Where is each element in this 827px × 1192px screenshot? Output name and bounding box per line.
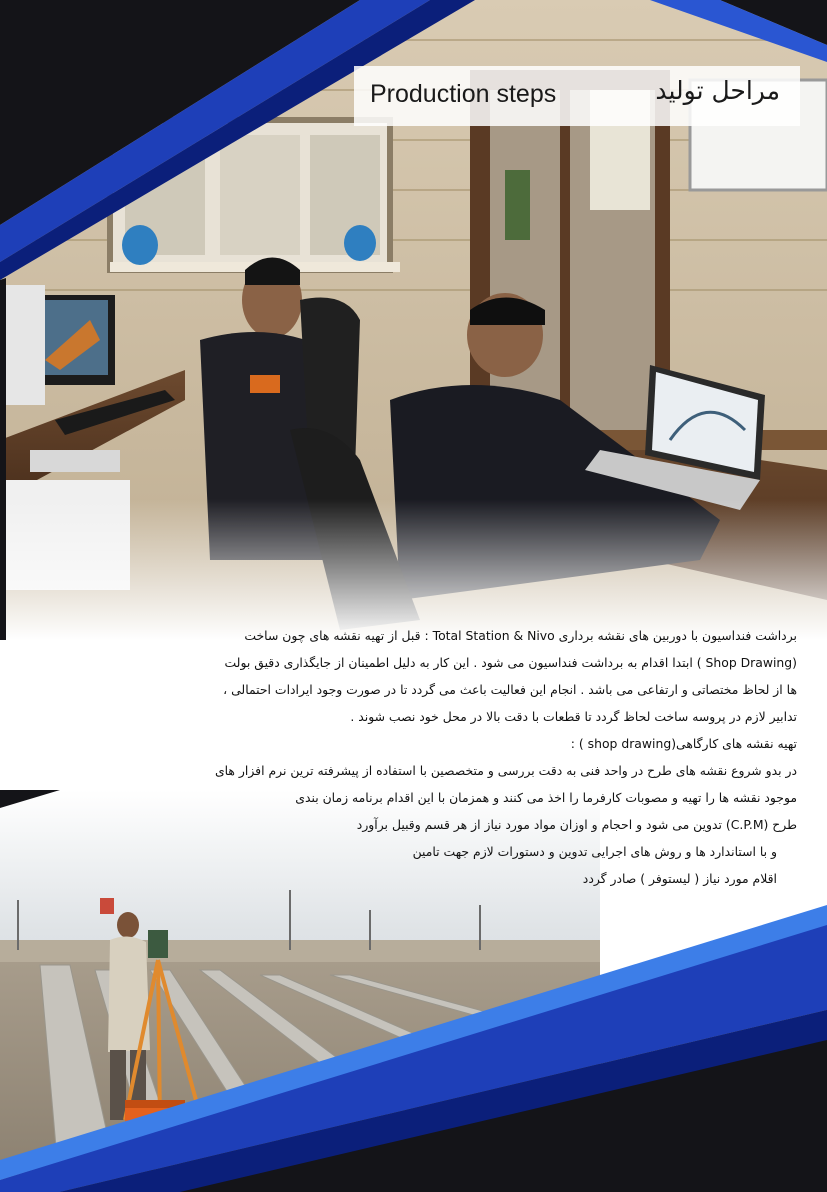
body-line: برداشت فنداسیون با دوربین های نقشه برداری Total Station & Nivo : قبل از تهیه نقشه های چون ساخت — [244, 628, 797, 643]
body-line: و با استاندارد ها و روش های اجرایی تدوین و دستورات لازم جهت تامین — [412, 844, 777, 859]
page-title-english: Production steps — [370, 80, 557, 108]
body-line: موجود نقشه ها را تهیه و مصوبات کارفرما را اخذ می کنند و همزمان با این اقدام برنامه زمان بندی — [295, 790, 797, 805]
body-line: در بدو شروع نقشه های طرح در واحد فنی به دقت بررسی و متخصصین با استفاده از پیشرفته ترین نرم افزار های — [214, 763, 797, 778]
body-line: اقلام مورد نیاز ( لیستوفر ) صادر گردد — [582, 871, 777, 886]
body-line: طرح (C.P.M) تدوین می شود و احجام و اوزان مواد مورد نیاز از هر قسم وقبیل برآورد — [356, 817, 797, 832]
page-title-persian: مراحل تولید — [655, 76, 780, 105]
body-line: تهیه نقشه های کارگاهی(shop drawing ) : — [570, 736, 797, 751]
body-line: تدابیر لازم در پروسه ساخت لحاظ گردد تا قطعات با دقت بالا در محل خود نصب شوند . — [350, 709, 797, 724]
body-text — [17, 622, 797, 892]
body-line: ها از لحاظ مختصاتی و ارتفاعی می باشد . انجام این فعالیت باعث می گردد تا در صورت وجود ایرادات احتمالی ، — [223, 682, 797, 697]
body-line: (Shop Drawing ) ابتدا اقدام به برداشت فنداسیون می شود . این کار به دلیل اطمینان از جایگذاری دقیق بولت — [224, 655, 797, 670]
